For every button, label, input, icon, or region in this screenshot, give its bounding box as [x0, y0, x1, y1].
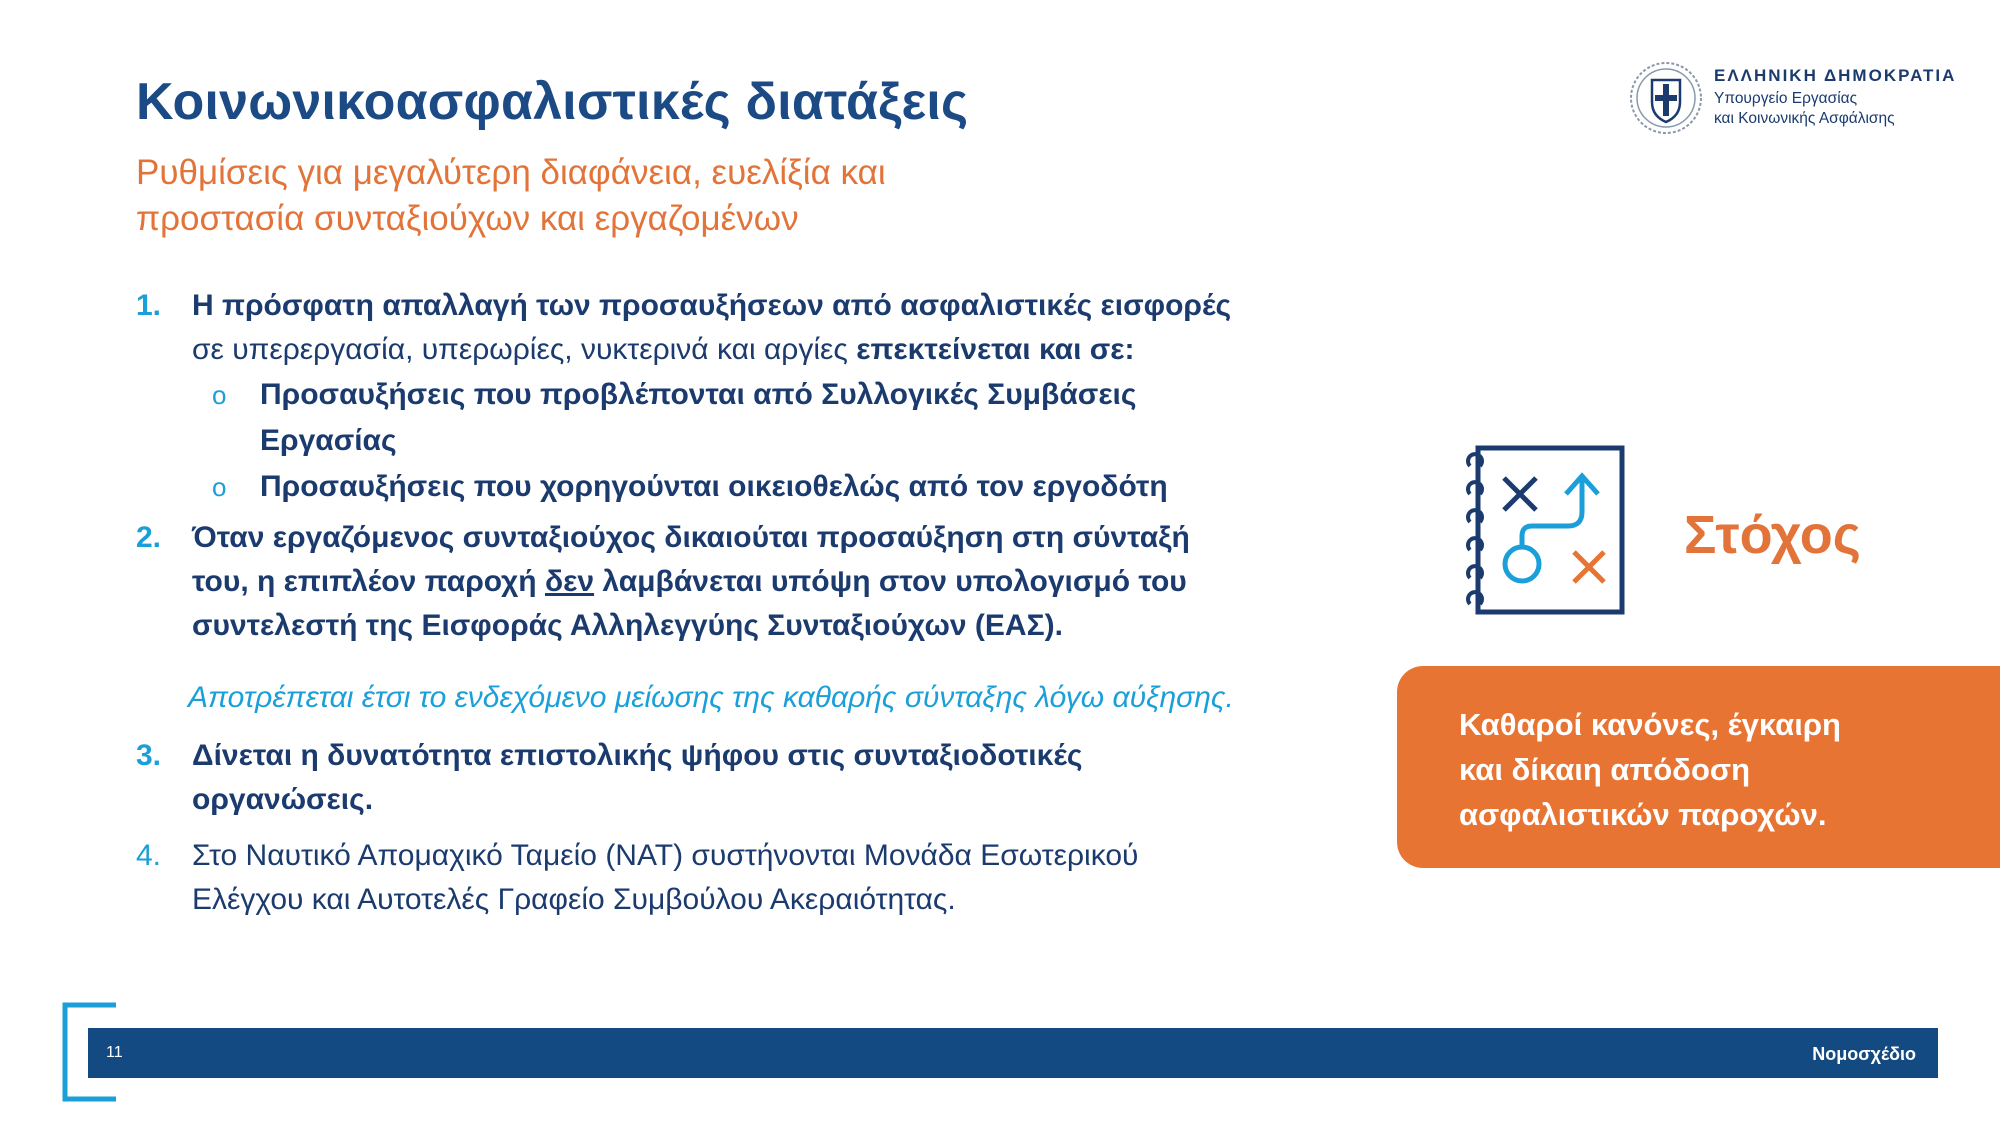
list-item: [136, 516, 1356, 648]
item-text: Ελέγχου και Αυτοτελές Γραφείο Συμβούλου Ακεραιότητας.: [192, 883, 956, 916]
subtitle-line: Ρυθμίσεις για μεγαλύτερη διαφάνεια, ευελίξία και: [136, 153, 886, 192]
item-text: Δίνεται η δυνατότητα επιστολικής ψήφου στις συνταξιοδοτικές: [192, 739, 1083, 772]
item-text: [192, 560, 1356, 604]
list-item: [136, 284, 1356, 372]
page-title: Κοινωνικοασφαλιστικές διατάξεις: [136, 73, 969, 131]
sub-item-text: Προσαυξήσεις που προβλέπονται από Συλλογικές Συμβάσεις: [260, 378, 1137, 411]
item-number: 2.: [136, 521, 162, 554]
item-text: οργανώσεις.: [192, 783, 374, 816]
item-number: 3.: [136, 739, 162, 772]
bullet-icon: o: [212, 472, 227, 502]
item-text-bold: του: [192, 565, 241, 598]
footer-bar: [88, 1028, 1938, 1078]
logo-line-3: και Κοινωνικής Ασφάλισης: [1714, 110, 1895, 127]
logo-line-1: ΕΛΛΗΝΙΚΗ ΔΗΜΟΚΡΑΤΙΑ: [1714, 66, 1957, 85]
goal-text-line: Καθαροί κανόνες, έγκαιρη: [1459, 707, 1841, 742]
item-text-bold: λαμβάνεται υπόψη στον υπολογισμό του: [594, 565, 1187, 598]
item-number: 4.: [136, 839, 162, 872]
sub-item-text: Προσαυξήσεις που χορηγούνται οικειοθελώς από τον εργοδότη: [260, 470, 1168, 503]
page-number: 11: [106, 1044, 123, 1061]
goal-box: [1397, 666, 2000, 868]
item-text-normal: σε υπερεργασία, υπερωρίες, νυκτερινά και αργίες: [192, 333, 857, 366]
item-number: 1.: [136, 289, 162, 322]
strategy-notebook-icon: [1456, 444, 1626, 616]
sub-item-text: Εργασίας: [260, 424, 397, 457]
item-text: Η πρόσφατη απαλλαγή των προσαυξήσεων από ασφαλιστικές εισφορές: [192, 289, 1232, 322]
provisions-list: [136, 284, 1356, 922]
sub-list-item: [136, 372, 1356, 464]
list-item: [136, 834, 1356, 922]
item-note: Αποτρέπεται έτσι το ενδεχόμενο μείωσης της καθαρής σύνταξης λόγω αύξησης.: [188, 681, 1234, 714]
ministry-logo: [1628, 58, 1957, 138]
item-text: συντελεστή της Εισφοράς Αλληλεγγύης Συνταξιούχων (ΕΑΣ).: [192, 609, 1063, 642]
item-text: [192, 328, 1356, 372]
item-text-bold: επεκτείνεται και σε:: [856, 333, 1135, 366]
item-text: Στο Ναυτικό Απομαχικό Ταμείο (ΝΑΤ) συστήνονται Μονάδα Εσωτερικού: [192, 839, 1139, 872]
greek-coat-of-arms-icon: [1628, 60, 1704, 136]
bullet-icon: o: [212, 380, 227, 410]
page-subtitle: [136, 150, 1036, 242]
sub-list-item: [136, 464, 1356, 510]
logo-line-2: Υπουργείο Εργασίας: [1714, 90, 1858, 107]
footer-label: Νομοσχέδιο: [1812, 1044, 1916, 1064]
item-text: Όταν εργαζόμενος συνταξιούχος δικαιούται προσαύξηση στη σύνταξή: [192, 521, 1190, 554]
goal-label: Στόχος: [1684, 505, 1861, 565]
item-text-underlined: δεν: [544, 565, 595, 598]
item-text-bold: , η επιπλέον παροχή: [240, 565, 545, 598]
list-item: [136, 734, 1356, 822]
subtitle-line: προστασία συνταξιούχων και εργαζομένων: [136, 199, 799, 238]
goal-text-line: και δίκαιη απόδοση: [1459, 752, 1751, 787]
goal-text-line: ασφαλιστικών παροχών.: [1459, 797, 1827, 832]
